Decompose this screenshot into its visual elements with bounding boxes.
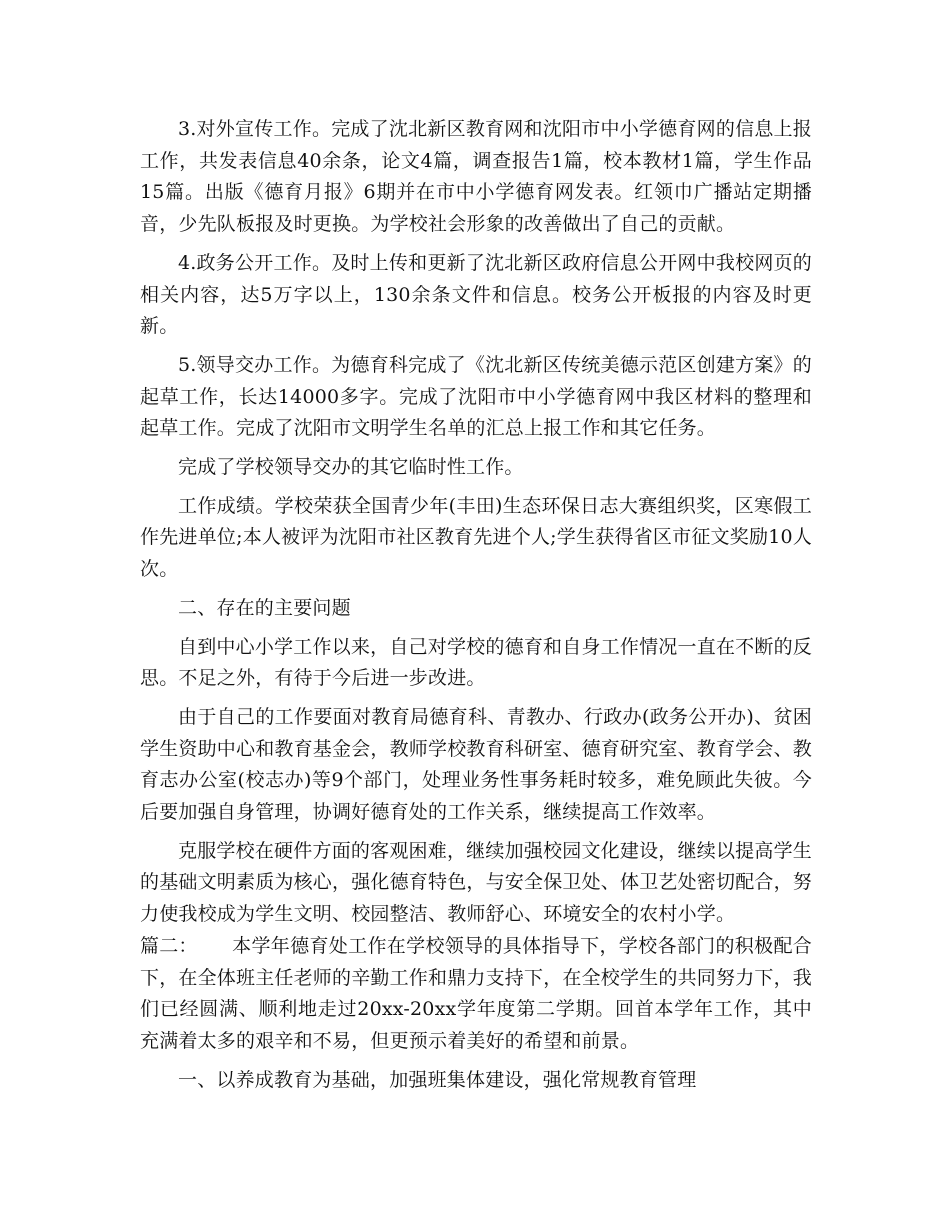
paragraph-temporary-tasks: 完成了学校领导交办的其它临时性工作。 [178,456,524,479]
paragraph-leadership-tasks: 5.领导交办工作。为德育科完成了《沈北新区传统美德示范区创建方案》的起草工作，长达14000多字。完成了沈阳市中小学德育网中我区材料的整理和起草工作。完成了沈阳市文明学生名单的汇总上报工作和其它任务。 [140,353,812,440]
paragraph-government-affairs: 4.政务公开工作。及时上传和更新了沈北新区政府信息公开网中我校网页的相关内容，达5万字以上，130余条文件和信息。校务公开板报的内容及时更新。 [140,251,812,338]
paragraph-section-two [140,931,812,1058]
paragraph-departments: 由于自己的工作要面对教育局德育科、青教办、行政办(政务公开办)、贫困学生资助中心和教育基金会，教师学校教育科研室、德育研究室、教育学会、教育志办公室(校志办)等9个部门，处理业务性事务耗时较多，难免顾此失彼。今后要加强自身管理，协调好德育处的工作关系，继续提高工作效率。 [140,705,813,824]
section-two-label: 篇二： [140,934,198,957]
paragraph-external-publicity: 3.对外宣传工作。完成了沈北新区教育网和沈阳市中小学德育网的信息上报工作，共发表信息40余条，论文4篇，调查报告1篇，校本教材1篇，学生作品15篇。出版《德育月报》6期并在市中小学德育网发表。红领巾广播站定期播音，少先队板报及时更换。为学校社会形象的改善做出了自己的贡献。 [140,118,812,236]
paragraph-overcome-difficulties: 克服学校在硬件方面的客观困难，继续加强校园文化建设，继续以提高学生的基础文明素质为核心，强化德育特色，与安全保卫处、体卫艺处密切配合，努力使我校成为学生文明、校园整洁、教师舒心、环境安全的农村小学。 [140,839,813,926]
heading-habit-education: 一、以养成教育为基础，加强班集体建设，强化常规教育管理 [178,1068,697,1091]
paragraph-self-reflection: 自到中心小学工作以来，自己对学校的德育和自身工作情况一直在不断的反思。不足之外，有待于今后进一步改进。 [140,635,812,690]
heading-main-problems: 二、存在的主要问题 [178,596,351,619]
document-body [140,114,812,1096]
section-two-text: 本学年德育处工作在学校领导的具体指导下，学校各部门的积极配合下，在全体班主任老师的辛勤工作和鼎力支持下，在全校学生的共同努力下，我们已经圆满、顺利地走过20xx-20xx学年度第二学期。回首本学年工作，其中充满着太多的艰辛和不易，但更预示着美好的希望和前景。 [140,934,813,1052]
paragraph-work-achievements: 工作成绩。学校荣获全国青少年(丰田)生态环保日志大赛组织奖，区寒假工作先进单位;本人被评为沈阳市社区教育先进个人;学生获得省区市征文奖励10人次。 [140,494,812,581]
